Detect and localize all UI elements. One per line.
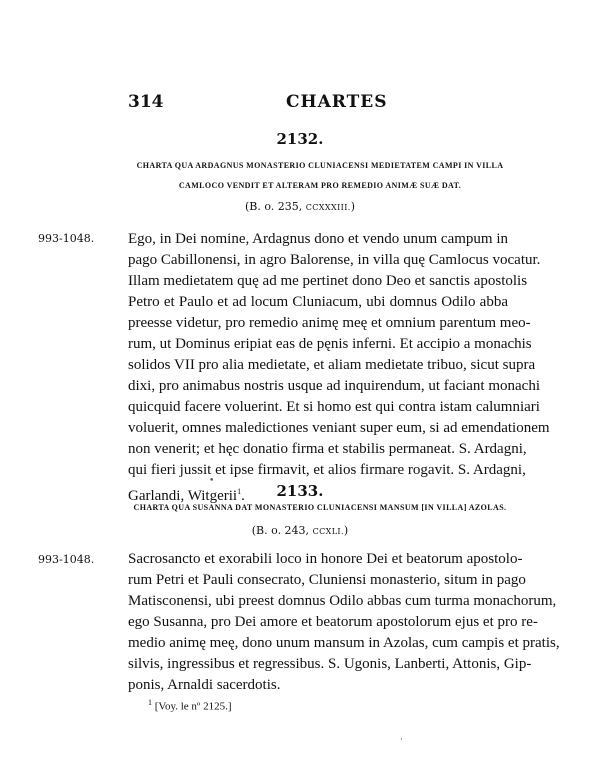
text-line: dixi, pro animabus nostris usque ad inquirendum, ut faciant monachi — [128, 378, 541, 394]
charter-source — [0, 200, 600, 213]
source-roman-numeral: CCXLI. — [312, 527, 344, 536]
page-number: 314 — [128, 92, 164, 112]
text-line: rum, ut Dominus eripiat eas de pęnis inferni. Et accipio a monachis — [128, 336, 532, 352]
text-line: Sacrosancto et exorabili loco in honore Dei et beatorum apostolo- — [128, 551, 523, 567]
text-line-last: Garlandi, Witgerii$^1$. — [128, 487, 245, 504]
print-speck: • — [209, 476, 215, 486]
source-close: ) — [343, 524, 349, 537]
charter-text — [128, 229, 550, 507]
text-line: solidos VII pro alia medietate, et aliam medietate tribuo, sicut supra — [128, 357, 536, 373]
text-line: medio animę meę, dono unum mansum in Azolas, cum campis et pratis, — [128, 635, 560, 651]
charter-heading — [130, 498, 510, 518]
page-title: CHARTES — [286, 92, 388, 112]
source-close: ) — [350, 200, 356, 213]
text-line: Matisconensi, ubi preest domnus Odilo abbas cum turma monachorum, — [128, 593, 557, 609]
text-line: voluerit, omnes maledictiones veniant super eum, si ad emendationem — [128, 420, 550, 436]
footnote-reference: 1 — [237, 487, 242, 496]
text-line: qui fieri jussit et ipse firmavit, et alios firmare rogavit. S. Ardagni, — [128, 462, 526, 478]
charter-number: 2132. — [276, 130, 324, 148]
charter-heading-line: CAMLOCO VENDIT ET ALTERAM PRO REMEDIO ANIMÆ SUÆ DAT. — [178, 181, 462, 190]
page-header — [128, 92, 508, 116]
print-speck: · — [400, 735, 403, 745]
charter-heading — [130, 156, 510, 196]
charter-number: 2133. — [276, 482, 324, 500]
source-reference: (B. o. 243, — [251, 524, 310, 537]
charter-source — [0, 524, 600, 537]
text-line: ponis, Arnaldi sacerdotis. — [128, 677, 281, 693]
charter-heading-line: CHARTA QUA ARDAGNUS MONASTERIO CLUNIACENSI MEDIETATEM CAMPI IN VILLA — [136, 161, 504, 170]
text-line: pago Cabillonensi, in agro Balorense, in villa quę Camlocus vocatur. — [128, 252, 541, 268]
source-roman-numeral: CCXXXIII. — [305, 203, 351, 212]
charter-date: 993-1048. — [38, 553, 95, 566]
charter-date: 993-1048. — [38, 232, 95, 245]
charter-heading-line: CHARTA QUA SUSANNA DAT MONASTERIO CLUNIACENSI MANSUM [IN VILLA] AZOLAS. — [133, 503, 507, 512]
text-line: Ego, in Dei nomine, Ardagnus dono et vendo unum campum in — [128, 231, 508, 247]
text-line: non venerit; et hęc donatio firma et stabilis permaneat. S. Ardagni, — [128, 441, 527, 457]
source-reference: (B. o. 235, — [244, 200, 303, 213]
text-line: ego Susanna, pro Dei amore et beatorum apostolorum ejus et pro re- — [128, 614, 538, 630]
text-line: Petro et Paulo et ad locum Cluniacum, ubi domnus Odilo abba — [128, 294, 508, 310]
footnote-marker: 1 — [148, 698, 152, 707]
text-line: Garlandi, Witgerii — [128, 488, 238, 504]
footnote-text: [Voy. le nº 2125.] — [154, 700, 232, 713]
text-line: Illam medietatem quę ad me pertinet dono Deo et sanctis apostolis — [128, 273, 528, 289]
text-line: preesse videtur, pro remedio animę meę et omnium parentum meo- — [128, 315, 531, 331]
text-line: silvis, ingressibus et regressibus. S. Ugonis, Lanberti, Attonis, Gip- — [128, 656, 532, 672]
text-line: rum Petri et Pauli consecrato, Cluniensi monasterio, situm in pago — [128, 572, 526, 588]
footnote — [148, 698, 232, 713]
text-line: quicquid facere voluerint. Et si homo est qui contra istam calumniari — [128, 399, 540, 415]
charter-text — [128, 549, 560, 696]
